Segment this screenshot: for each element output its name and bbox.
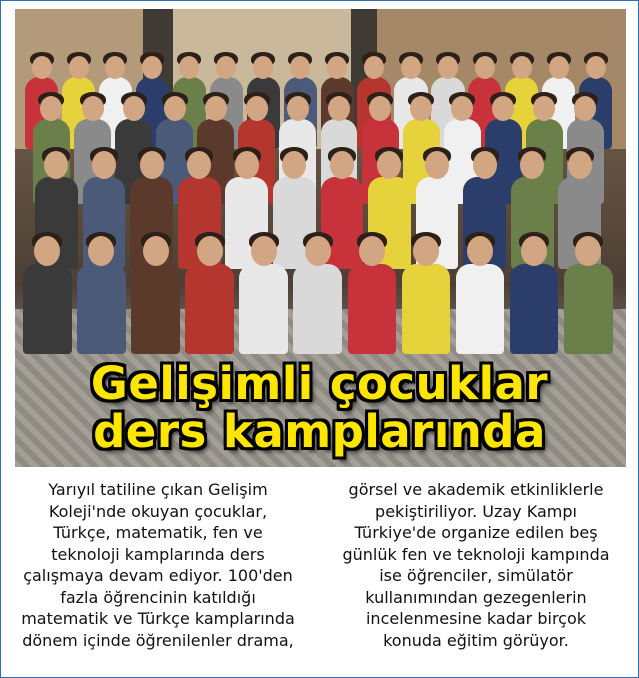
article-line: incelenmesine kadar birçok: [365, 609, 587, 628]
article-line: teknoloji kamplarında ders: [51, 544, 265, 564]
article-line: görsel ve akademik etkinliklerle: [348, 480, 604, 499]
child-figure: [239, 234, 288, 354]
child-figure: [456, 234, 505, 354]
child-figure: [23, 234, 72, 354]
article-column-right: [333, 479, 619, 651]
article-line: fazla öğrencinin katıldığı: [60, 587, 256, 607]
article-line: ise öğrenciler, simülatör: [379, 566, 573, 585]
article-line: pekiştiriliyor. Uzay Kampı: [375, 501, 577, 521]
child-figure: [510, 234, 559, 354]
article-line: dönem içinde öğrenilenler drama,: [22, 630, 294, 650]
child-figure: [185, 234, 234, 354]
article-line: Türkçe, matematik, fen ve: [53, 523, 263, 542]
article-line: konuda eğitim görüyor.: [383, 630, 569, 650]
article-line: Türkiye'de organize edilen beş: [354, 523, 598, 542]
article-line: kullanımından gezegenlerin: [365, 587, 587, 607]
article-line: matematik ve Türkçe kamplarında: [21, 609, 295, 628]
article-column-left: [15, 479, 301, 651]
article-body: [15, 471, 626, 671]
headline-line-1: Gelişimli çocuklar: [90, 357, 549, 410]
headline-line-2: ders kamplarında: [93, 405, 546, 458]
child-figure: [131, 234, 180, 354]
article-line: günlük fen ve teknoloji kampında: [342, 544, 610, 564]
article-line: çalışmaya devam ediyor. 100'den: [23, 566, 293, 585]
child-figure: [348, 234, 397, 354]
child-figure: [77, 234, 126, 354]
child-figure: [402, 234, 451, 354]
child-figure: [564, 234, 613, 354]
article-line: Koleji'nde okuyan çocuklar,: [48, 501, 268, 521]
article-line: Yarıyıl tatiline çıkan Gelişim: [48, 480, 268, 499]
child-figure: [293, 234, 342, 354]
